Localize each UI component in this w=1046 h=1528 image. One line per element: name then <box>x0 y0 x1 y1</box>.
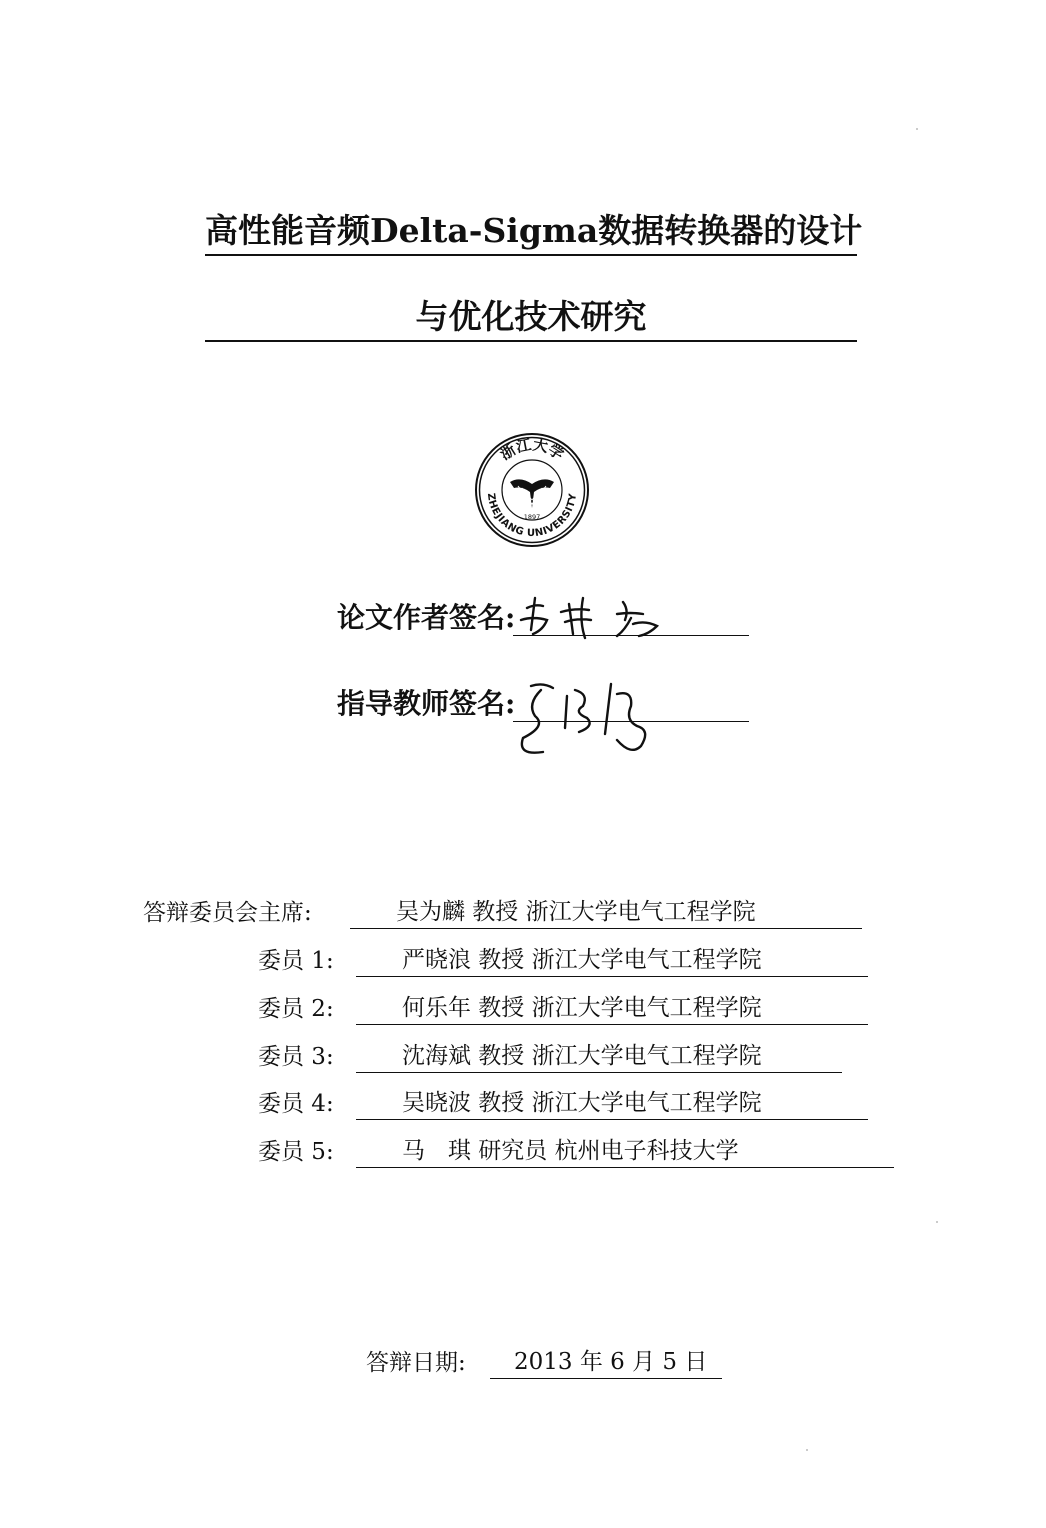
committee-member-label: 委员 3: <box>258 1044 334 1070</box>
advisor-signature-label: 指导教师签名: <box>337 687 516 720</box>
author-handwritten-signature <box>513 590 693 646</box>
committee-member-value: 吴晓波 教授 浙江大学电气工程学院 <box>356 1087 868 1120</box>
committee-chair-label: 答辩委员会主席: <box>143 900 312 926</box>
scan-speck <box>916 128 918 130</box>
committee-member-label: 委员 2: <box>258 996 334 1022</box>
advisor-handwritten-signature <box>513 676 713 766</box>
defense-date-value: 2013 年 6 月 5 日 <box>490 1346 722 1379</box>
thesis-title-line-2: 与优化技术研究 <box>205 294 857 342</box>
committee-row <box>0 1135 1046 1169</box>
committee-member-label: 委员 1: <box>258 948 334 974</box>
seal-chinese-text: 浙江大学 <box>496 435 568 464</box>
committee-row <box>0 992 1046 1026</box>
committee-row <box>0 1040 1046 1074</box>
committee-member-label: 委员 4: <box>258 1091 334 1117</box>
seal-year: 1897 <box>523 513 541 521</box>
defense-date-label: 答辩日期: <box>366 1350 466 1376</box>
committee-row <box>0 1087 1046 1121</box>
scan-speck <box>936 1221 938 1223</box>
committee-member-label: 委员 5: <box>258 1139 334 1165</box>
seal-english-text: ZHEJIANG UNIVERSITY <box>484 492 580 540</box>
committee-member-value: 沈海斌 教授 浙江大学电气工程学院 <box>356 1040 842 1073</box>
committee-chair-value: 吴为麟 教授 浙江大学电气工程学院 <box>350 896 862 929</box>
zhejiang-university-seal-icon <box>474 432 590 548</box>
committee-row <box>0 944 1046 978</box>
committee-member-value: 马 琪 研究员 杭州电子科技大学 <box>356 1135 894 1168</box>
thesis-title-line-1: 高性能音频Delta-Sigma数据转换器的设计 <box>205 208 857 256</box>
author-signature-label: 论文作者签名: <box>337 601 516 634</box>
committee-member-value: 何乐年 教授 浙江大学电气工程学院 <box>356 992 868 1025</box>
scan-speck <box>806 1449 808 1451</box>
committee-member-value: 严晓浪 教授 浙江大学电气工程学院 <box>356 944 868 977</box>
committee-row <box>0 896 1046 930</box>
